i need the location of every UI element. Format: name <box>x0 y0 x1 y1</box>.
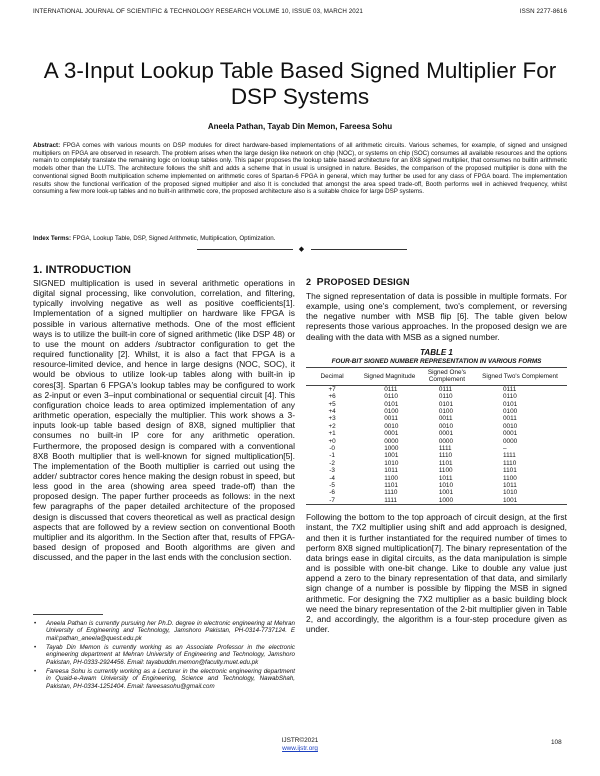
cell-decimal: -6 <box>329 489 335 497</box>
table-header-row <box>306 367 567 385</box>
table-row <box>306 475 567 482</box>
cell-twos-complement: 0111 <box>503 385 517 393</box>
left-column <box>33 264 295 562</box>
table-row <box>306 460 567 467</box>
cell-decimal: +5 <box>328 400 336 408</box>
footnote-rule <box>33 614 103 615</box>
cell-decimal: -0 <box>329 445 335 453</box>
table-body <box>306 385 567 505</box>
index-terms-text: FPGA, Lookup Table, DSP, Signed Arithmetic, Multiplication, Optimization. <box>71 235 276 242</box>
section-2-heading-rest: ROPOSED <box>323 277 373 287</box>
cell-signed-magnitude: 1000 <box>384 445 399 453</box>
cell-decimal: +3 <box>328 415 336 423</box>
cell-ones-complement: 1011 <box>438 474 453 482</box>
cell-twos-complement: 1110 <box>503 459 517 467</box>
cell-ones-complement: 0010 <box>438 422 454 430</box>
cell-twos-complement: 0110 <box>503 393 517 401</box>
page-footer <box>0 737 600 753</box>
cell-twos-complement: 0100 <box>503 408 518 415</box>
cell-twos-complement: 1101 <box>503 467 517 475</box>
cell-signed-magnitude: 0100 <box>384 408 399 415</box>
cell-signed-magnitude: 1010 <box>384 459 399 467</box>
footer-copyright: IJSTR©2021 <box>281 737 319 744</box>
cell-signed-magnitude: 0101 <box>384 400 399 408</box>
cell-ones-complement: 0100 <box>438 408 454 415</box>
cell-ones-complement: 0000 <box>438 437 454 445</box>
table-row <box>306 408 567 415</box>
cell-signed-magnitude: 0110 <box>384 393 398 401</box>
cell-signed-magnitude: 0001 <box>384 430 399 438</box>
issn: ISSN 2277-8616 <box>519 8 567 15</box>
cell-ones-complement: 0001 <box>438 430 454 438</box>
table-row <box>306 430 567 437</box>
cell-signed-magnitude: 1111 <box>358 497 421 505</box>
cell-ones-complement: 0101 <box>438 400 454 408</box>
cell-decimal: -3 <box>329 467 335 475</box>
table-row <box>306 401 567 408</box>
cell-decimal: +1 <box>328 430 336 438</box>
cell-ones-complement: 1010 <box>438 482 454 490</box>
index-terms-label: Index Terms: <box>33 235 72 242</box>
cell-decimal: +7 <box>328 385 336 393</box>
cell-twos-complement: 0001 <box>503 430 518 438</box>
cell-decimal: -1 <box>329 452 335 460</box>
table-row <box>306 438 567 445</box>
table-1-caption: TABLE 1 <box>420 347 453 357</box>
table-row <box>306 467 567 474</box>
table-row <box>306 445 567 452</box>
signed-representation-table <box>306 367 567 506</box>
author-note: • Fareesa Sohu is currently working as a Lecturer in the electronic engineering department in Quaid-e-Awam University of Engineering, Science and Technology, NawabShah, Pakistan, PH-0334-1251404. Email: fareesasohu@gmail.com <box>33 668 295 691</box>
cell-signed-magnitude: 1110 <box>384 489 398 497</box>
section-separator <box>197 245 407 253</box>
cell-signed-magnitude: 1100 <box>384 474 398 482</box>
cell-signed-magnitude: 0111 <box>384 385 398 393</box>
cell-twos-complement: 1010 <box>503 489 518 497</box>
cell-decimal: +0 <box>328 437 336 445</box>
table-row <box>306 393 567 400</box>
table-row <box>306 482 567 489</box>
table-1-subtitle: FOUR-BIT SIGNED NUMBER REPRESENTATION IN VARIOUS FORMS <box>331 357 542 365</box>
abstract-text: FPGA comes with various mounts on DSP modules for direct hardware-based implementations of all arithmetic circuits. Various schemes, for example, of signed and unsigned multipliers on FPGA are observed in research. The problem arises when the large design like network on chip (NOC), or systems on chip (SOC) consumes all available resources and the options remain to completely translate the remaining logic on lookup tables only. This paper proposes the lookup table based architecture for an 8X8 signed multiplier, that consumes no builtin arithmetic models other than the LUTS. The architecture follows the shift and adds a scheme that in usual is unsigned in nature. Besides, the comparison of the proposed multiplier is done with the conventional signed Booth multiplication scheme implemented on arithmetic cores of Spartan-6 FPGA in general, which may further be used for any class of FPGA board. The implementation results show the functional verification of the proposed signed multiplier and also It is concluded that amongst the area speed trade-off, Booth performs well in achieved frequency, whilst consuming a few more look-up tables and no built-in arithmetic core, the proposed architecture also is a suitable choice for large DSP systems. <box>33 142 567 196</box>
cell-signed-magnitude: 0011 <box>384 415 398 423</box>
section-2-heading-initial-2: D <box>372 276 381 288</box>
cell-twos-complement: 0101 <box>503 400 518 408</box>
cell-decimal: -2 <box>329 459 335 467</box>
cell-decimal: -4 <box>329 474 335 482</box>
cell-ones-complement: 0110 <box>438 393 453 401</box>
cell-twos-complement: 1111 <box>503 452 516 460</box>
cell-twos-complement: 1100 <box>503 474 517 482</box>
cell-decimal: +4 <box>328 408 336 415</box>
cell-ones-complement: 1110 <box>438 452 453 460</box>
section-2-heading <box>306 276 567 288</box>
separator-line-left <box>197 249 293 250</box>
section-2-number: 2 <box>306 277 312 287</box>
section-2-continued: Following the bottom to the top approach of circuit design, at the first instant, the 7X2 multiplier using shift and add approach is designed, and then it is further instantiated for the required number of times to perform 8X8 signed multiplication[7]. The binary representation of the data brings ease in digital circuits, as the data manipulation is simple and is possible with one-bit change. Like to double any value just append a zero to the binary representation of that data, and similarly sign change of a number is possible by flipping the MSB in signed arithmetic. For designing the 7X2 multiplier as a basic building block we need the binary representation of the 2-bit multiplier given in Table 2, and accordingly, the algorithm is a four-step procedure given as under. <box>306 512 567 634</box>
table-row <box>306 489 567 496</box>
section-2-intro: The signed representation of data is possible in multiple formats. For example, using one's complement, two's complement, or reversing the negative number with MSB flip [6]. The table given below represents those various approaches. In the proposed design we are dealing with the data with MSB as a signed number. <box>306 291 567 342</box>
cell-twos-complement: 1001 <box>473 497 567 505</box>
table-row <box>306 423 567 430</box>
right-column <box>306 276 567 634</box>
cell-ones-complement: 1001 <box>438 489 454 497</box>
col-signed-magnitude: Signed Magnitude <box>358 367 421 385</box>
index-terms <box>33 235 567 242</box>
abstract <box>33 142 567 196</box>
author-notes <box>33 614 295 692</box>
separator-diamond-icon: ◆ <box>298 245 305 253</box>
author-note: • Tayab Din Memon is currently working as an Associate Professor in the electronic engineering department at Mehran University of Engineering and Technology, Jamshoro Pakistan, PH-0333-2924456. Email: tayabuddin.memon@faculty.muet.edu.pk <box>33 644 295 667</box>
footer-url-link[interactable]: www.ijstr.org <box>282 745 318 752</box>
section-2-heading-initial: P <box>316 276 324 288</box>
table-row <box>306 452 567 459</box>
section-1-body: SIGNED multiplication is used in several arithmetic operations in digital signal processing, like convolution, correlation, and filtering, typically involving negative as well as positive coefficients[1]. Implementation of a signed multiplier on hardware like FPGA is possible in various alternative methods. One of the most efficient ways is to utilize the built-in core of signed arithmetic (like DSP 48) or to use the mount on adders /subtractor configuration to get the required functionality [2]. Whilst, it is also a fact that FPGA is a resource-limited device, and hence in large designs (NOC, SOC), it would be obvious to utilize look-up tables along with built-in ip cores[3]. Spartan 6 FPGA's lookup tables may be configured to work as 2-input or even 3–input combinational or sequential circuit [4]. This configuration choice leads to area optimized implementation of any arithmetic operation, especially the multiplier. This work shows a 3-inputs look-up table based design of 8X8, signed multiplier that consumes no built-in IP core for any arithmetic operation. Furthermore, the proposed design is compared with a conventional 8X8 Booth multiplier that is well-known for signed multiplication[5]. The implementation of the Booth multiplier is carried out using the adder/ subtractor cores hence making the design robust in speed, but less good in the area (showing area speed trade-off) than the proposed design. The paper further proceeds as follows: in the next few paragraphs of the paper detailed architecture of the proposed design is discussed that covers theoretical as well as practical design aspects that are followed by a review section on conventional Booth multiplier and its algorithm. In the Section after that, results of FPGA-based design of proposed and Booth algorithms are given and discussed, and the paper in the last ends with the conclusion section. <box>33 278 295 563</box>
cell-ones-complement: 0011 <box>438 415 453 423</box>
col-decimal: Decimal <box>306 367 358 385</box>
page-number: 108 <box>551 739 562 746</box>
cell-decimal: -5 <box>329 482 335 490</box>
cell-ones-complement: 1111 <box>438 445 452 453</box>
cell-ones-complement: 1000 <box>421 497 473 505</box>
cell-decimal: +6 <box>328 393 336 401</box>
separator-line-right <box>311 249 407 250</box>
paper-authors: Aneela Pathan, Tayab Din Memon, Fareesa Sohu <box>207 122 393 131</box>
section-2-heading-rest-2: ESIGN <box>380 277 410 287</box>
cell-decimal: -7 <box>306 497 358 505</box>
cell-decimal: +2 <box>328 422 336 430</box>
col-ones-complement: Signed One's Complement <box>421 367 473 385</box>
cell-twos-complement: – <box>503 445 507 453</box>
cell-ones-complement: 1101 <box>438 459 453 467</box>
cell-ones-complement: 0111 <box>438 385 453 393</box>
cell-signed-magnitude: 1101 <box>384 482 398 490</box>
paper-title: A 3-Input Lookup Table Based Signed Multiplier For DSP Systems <box>43 58 557 109</box>
section-1-heading: 1. INTRODUCTION <box>33 264 132 276</box>
abstract-label: Abstract: <box>33 142 61 149</box>
running-header <box>33 8 567 15</box>
journal-name: INTERNATIONAL JOURNAL OF SCIENTIFIC & TECHNOLOGY RESEARCH VOLUME 10, ISSUE 03, MARCH 2021 <box>33 8 363 15</box>
author-note: • Aneela Pathan is currently pursuing her Ph.D. degree in electronic engineering at Mehran University of Engineering and Technology, Jamshoro Pakistan, PH-0314-7737124. E mail:pathan_aneela@quest.edu.pk <box>33 620 295 643</box>
table-row <box>306 415 567 422</box>
cell-twos-complement: 0000 <box>503 437 518 445</box>
cell-signed-magnitude: 0000 <box>384 437 399 445</box>
table-row <box>306 385 567 393</box>
cell-signed-magnitude: 1011 <box>384 467 398 475</box>
col-twos-complement: Signed Two's Complement <box>473 367 567 385</box>
cell-signed-magnitude: 0010 <box>384 422 399 430</box>
author-notes-list <box>33 620 295 691</box>
cell-signed-magnitude: 1001 <box>384 452 399 460</box>
table-row <box>306 497 567 505</box>
cell-twos-complement: 0010 <box>503 422 518 430</box>
cell-twos-complement: 1011 <box>503 482 517 490</box>
cell-ones-complement: 1100 <box>438 467 453 475</box>
cell-twos-complement: 0011 <box>503 415 517 423</box>
